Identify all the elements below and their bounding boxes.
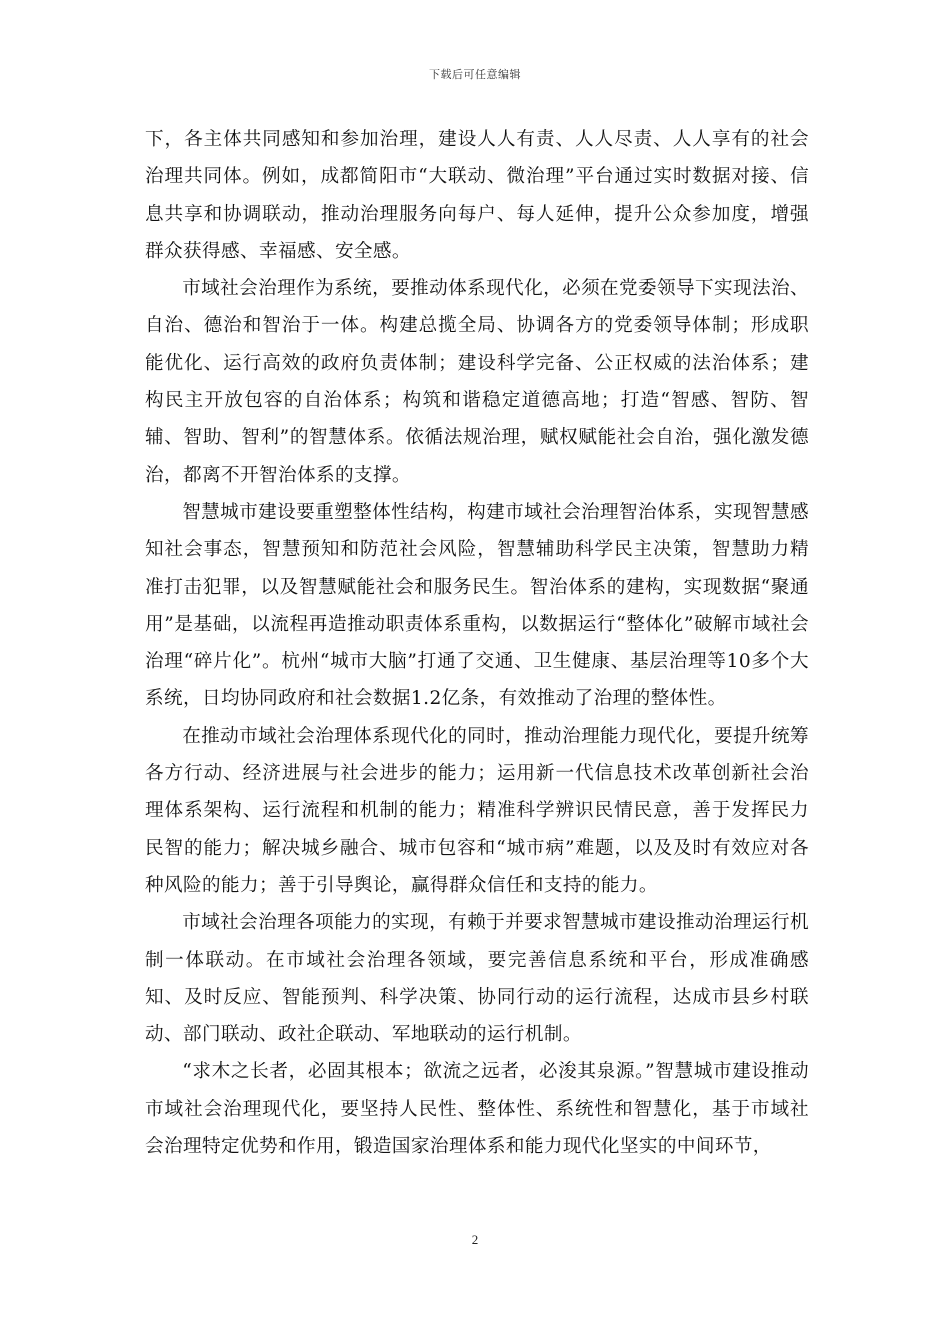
page-number: 2 [471, 1232, 479, 1247]
paragraph-mechanism-linkage: 市域社会治理各项能力的实现，有赖于并要求智慧城市建设推动治理运行机制一体联动。在市域社会治理各领域，要完善信息系统和平台，形成准确感知、及时反应、智能预判、科学决策、协同行动的运行流程，达成市县乡村联动、部门联动、政社企联动、军地联动的运行机制。 [145, 912, 809, 1046]
page-header: 下载后可任意编辑 [429, 68, 521, 81]
paragraph-conclusion-quote: “求木之长者，必固其根本；欲流之远者，必浚其泉源。”智慧城市建设推动市域社会治理现代化，要坚持人民性、整体性、系统性和智慧化，基于市域社会治理特定优势和作用，锻造国家治理体系和能力现代化坚实的中间环节， [145, 1061, 809, 1158]
document-body [145, 121, 809, 1165]
paragraph-capability-modernization: 在推动市域社会治理体系现代化的同时，推动治理能力现代化，要提升统筹各方行动、经济进展与社会进步的能力；运用新一代信息技术改革创新社会治理体系架构、运行流程和机制的能力；精准科学辨识民情民意，善于发挥民力民智的能力；解决城乡融合、城市包容和“城市病”难题，以及及时有效应对各种风险的能力；善于引导舆论，赢得群众信任和支持的能力。 [145, 725, 809, 896]
paragraph-smart-city-structure: 智慧城市建设要重塑整体性结构，构建市域社会治理智治体系，实现智慧感知社会事态，智慧预知和防范社会风险，智慧辅助科学民主决策，智慧助力精准打击犯罪，以及智慧赋能社会和服务民生。智治体系的建构，实现数据“聚通用”是基础，以流程再造推动职责体系重构，以数据运行“整体化”破解市域社会治理“碎片化”。杭州“城市大脑”打通了交通、卫生健康、基层治理等10多个大系统，日均协同政府和社会数据1.2亿条，有效推动了治理的整体性。 [145, 501, 809, 710]
paragraph-continuation: 下，各主体共同感知和参加治理，建设人人有责、人人尽责、人人享有的社会治理共同体。例如，成都简阳市“大联动、微治理”平台通过实时数据对接、信息共享和协调联动，推动治理服务向每户、每人延伸，提升公众参加度，增强群众获得感、幸福感、安全感。 [145, 129, 809, 262]
paragraph-system-modernization: 市域社会治理作为系统，要推动体系现代化，必须在党委领导下实现法治、自治、德治和智治于一体。构建总揽全局、协调各方的党委领导体制；形成职能优化、运行高效的政府负责体制；建设科学完备、公正权威的法治体系；建构民主开放包容的自治体系；构筑和谐稳定道德高地；打造“智感、智防、智辅、智助、智利”的智慧体系。依循法规治理，赋权赋能社会自治，强化激发德治，都离不开智治体系的支撑。 [145, 278, 809, 486]
